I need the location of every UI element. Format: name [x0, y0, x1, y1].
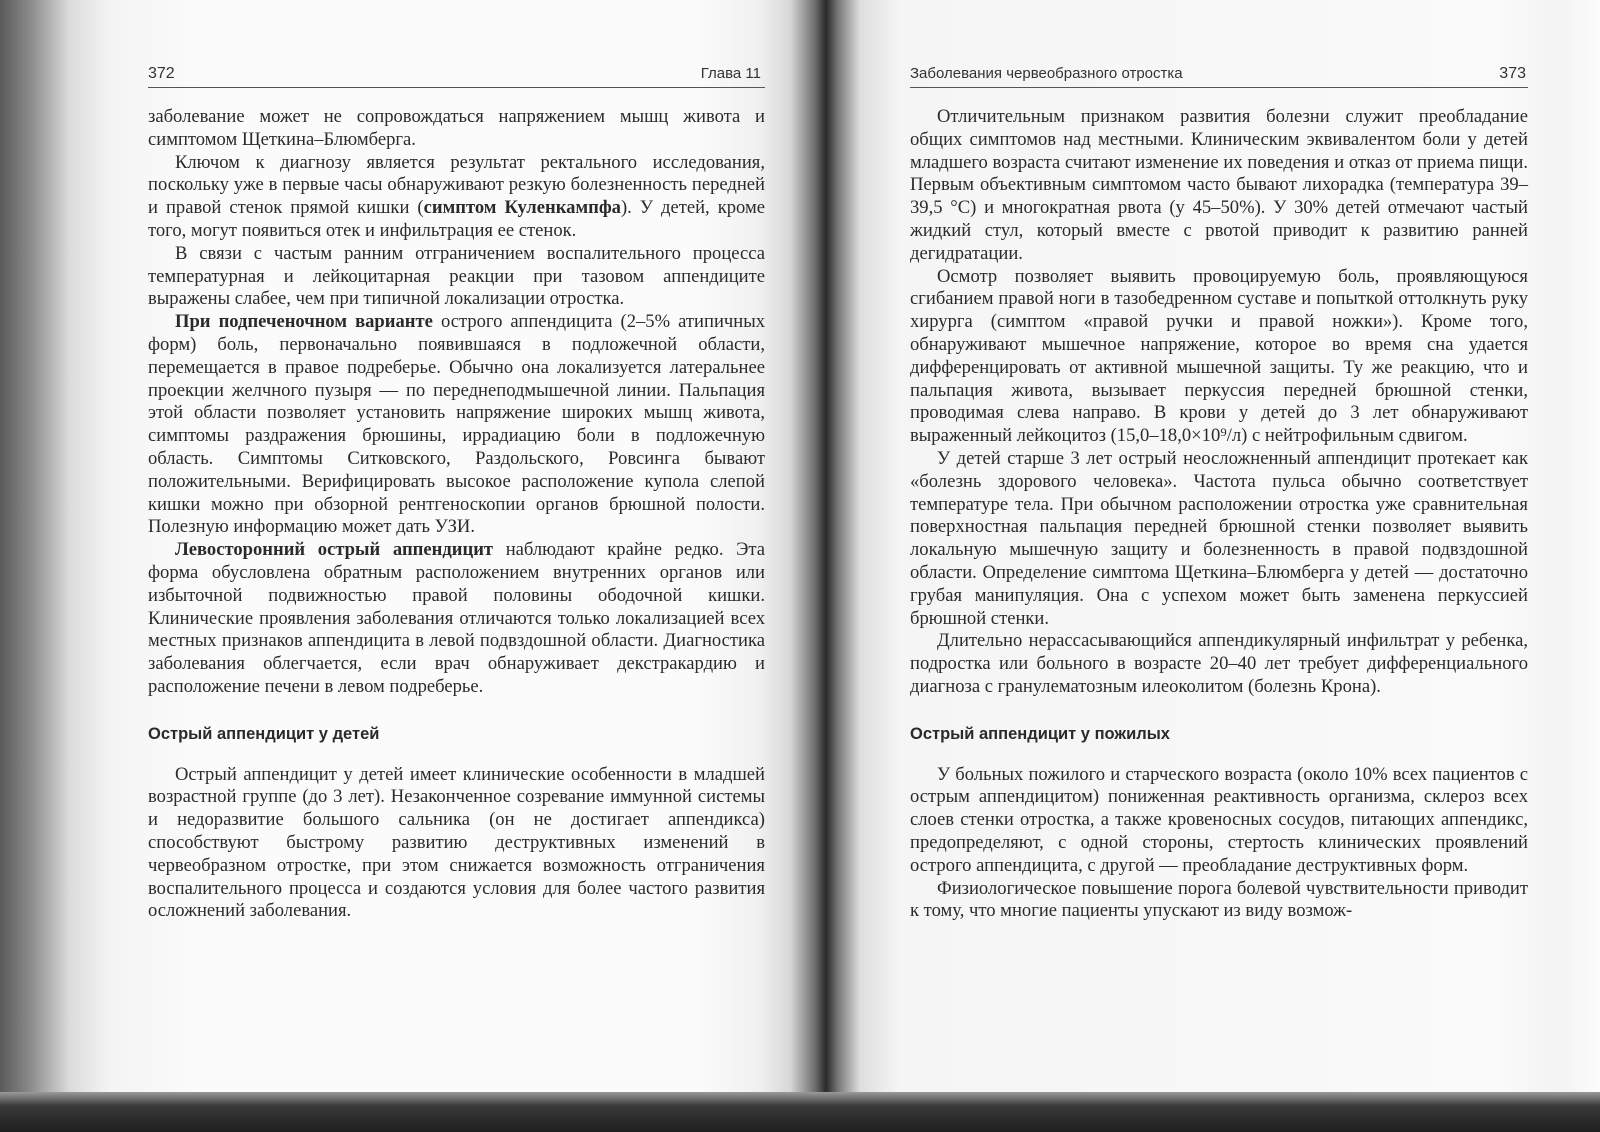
- paragraph: Осмотр позволяет выявить провоцируемую боль, проявляющуюся сгибанием правой ноги в тазобедренном суставе и попыткой оттолкнуть руку хирурга (симптом «правой ручки и правой ножки»). Кроме того, обнаруживают мышечное напряжение, которое во время сна удается дифференцировать от активной мышечной защиты. Ту же реакцию, что и пальпация живота, вызывает перкуссия передней брюшной стенки, проводимая слева направо. В крови у детей до 3 лет обнаруживают выраженный лейкоцитоз (15,0–18,0×10⁹/л) с нейтрофильным сдвигом.: [910, 265, 1528, 447]
- paragraph: Левосторонний острый аппендицит наблюдают крайне редко. Эта форма обусловлена обратным расположением внутренних органов или избыточной подвижностью правой половины ободочной кишки. Клинические проявления заболевания отличаются только локализацией всех местных признаков аппендицита в левой подвздошной области. Диагностика заболевания облегчается, если врач обнаруживает декстракардию и расположение печени в левом подреберье.: [148, 539, 765, 697]
- paragraph: Острый аппендицит у детей имеет клинические особенности в младшей возрастной группе (до 3 лет). Незаконченное созревание иммунной системы и недоразвитие большого сальника (он не достигает аппендикса) способствуют быстрому развитию деструктивных изменений в червеобразном отростке, при этом снижается возможность отграничения воспалительного процесса и создаются условия для более частого развития осложнений заболевания.: [148, 763, 765, 922]
- right-page-header: [910, 61, 1528, 88]
- running-head: Глава 11: [700, 65, 761, 82]
- page-number: 373: [1499, 65, 1526, 82]
- paragraph: Физиологическое повышение порога болевой чувствительности приводит к тому, что многие пациенты упускают из виду возмож-: [910, 877, 1528, 922]
- paragraph: Длительно нерассасывающийся аппендикулярный инфильтрат у ребенка, подростка или больного в возрасте 20–40 лет требует дифференциального диагноза с гранулематозным илеоколитом (болезнь Крона).: [910, 630, 1528, 697]
- paragraph: заболевание может не сопровождаться напряжением мышц живота и симптомом Щеткина–Блюмберга.: [148, 106, 765, 150]
- paragraph: Отличительным признаком развития болезни служит преобладание общих симптомов над местными. Клиническим эквивалентом боли у детей младшего возраста считают изменение их поведения и отказ от приема пищи. Первым объективным симптомом часто бывают лихорадка (температура 39–39,5 °С) и многократная рвота (у 45–50%). У 30% детей отмечают частый жидкий стул, который вместе с рвотой приводит к развитию ранней дегидратации.: [910, 106, 1528, 264]
- section-heading: Острый аппендицит у пожилых: [910, 724, 1170, 743]
- bold-term: При подпеченочном варианте: [175, 311, 433, 333]
- section-heading: Острый аппендицит у детей: [148, 724, 380, 743]
- paragraph: У детей старше 3 лет острый неосложненный аппендицит протекает как «болезнь здорового человека». Частота пульса обычно соответствует температуре тела. При обычном расположении отростка уже сравнительная поверхностная пальпация передней брюшной стенки позволяет выявить локальную мышечную защиту и болезненность в правой подвздошной области. Определение симптома Щеткина–Блюмберга у детей — достаточно грубая манипуляция. Она с успехом может быть заменена перкуссией брюшной стенки.: [910, 447, 1528, 629]
- right-page-body: [910, 106, 1528, 923]
- bold-term: Левосторонний острый аппендицит: [175, 539, 494, 561]
- left-page-header: [148, 61, 765, 88]
- left-page: [148, 0, 765, 1090]
- left-page-body: [148, 106, 765, 923]
- page-number: 372: [148, 65, 175, 82]
- paragraph: При подпеченочном варианте острого аппендицита (2–5% атипичных форм) боль, первоначально появившаяся в подложечной области, перемещается в правое подреберье. Обычно она локализуется латеральнее проекции желчного пузыря — по переднеподмышечной линии. Пальпация этой области позволяет установить напряжение широких мышц живота, симптомы раздражения брюшины, иррадиацию боли в подложечную область. Симптомы Ситковского, Раздольского, Ровсинга бывают положительными. Верифицировать высокое расположение купола слепой кишки можно при обзорной рентгеноскопии органов брюшной полости. Полезную информацию может дать УЗИ.: [148, 311, 765, 538]
- paragraph: Ключом к диагнозу является результат ректального исследования, поскольку уже в первые часы обнаруживают резкую болезненность передней и правой стенок прямой кишки (симптом Куленкампфа). У детей, кроме того, могут появиться отек и инфильтрация ее стенок.: [148, 151, 766, 241]
- right-page: [910, 0, 1528, 1090]
- paragraph: В связи с частым ранним отграничением воспалительного процесса температурная и лейкоцитарная реакции при тазовом аппендиците выражены слабее, чем при типичной локализации отростка.: [148, 242, 765, 310]
- running-head: Заболевания червеобразного отростка: [910, 65, 1183, 82]
- scan-bottom-shadow: [0, 1092, 1600, 1132]
- bold-term: симптом Куленкампфа: [423, 197, 621, 219]
- paragraph: У больных пожилого и старческого возраста (около 10% всех пациентов с острым аппендицитом) пониженная реактивность организма, склероз всех слоев стенки отростка, а также кровеносных сосудов, питающих аппендикс, предопределяют, с одной стороны, стертость клинических проявлений острого аппендицита, с другой — преобладание деструктивных форм.: [910, 763, 1528, 876]
